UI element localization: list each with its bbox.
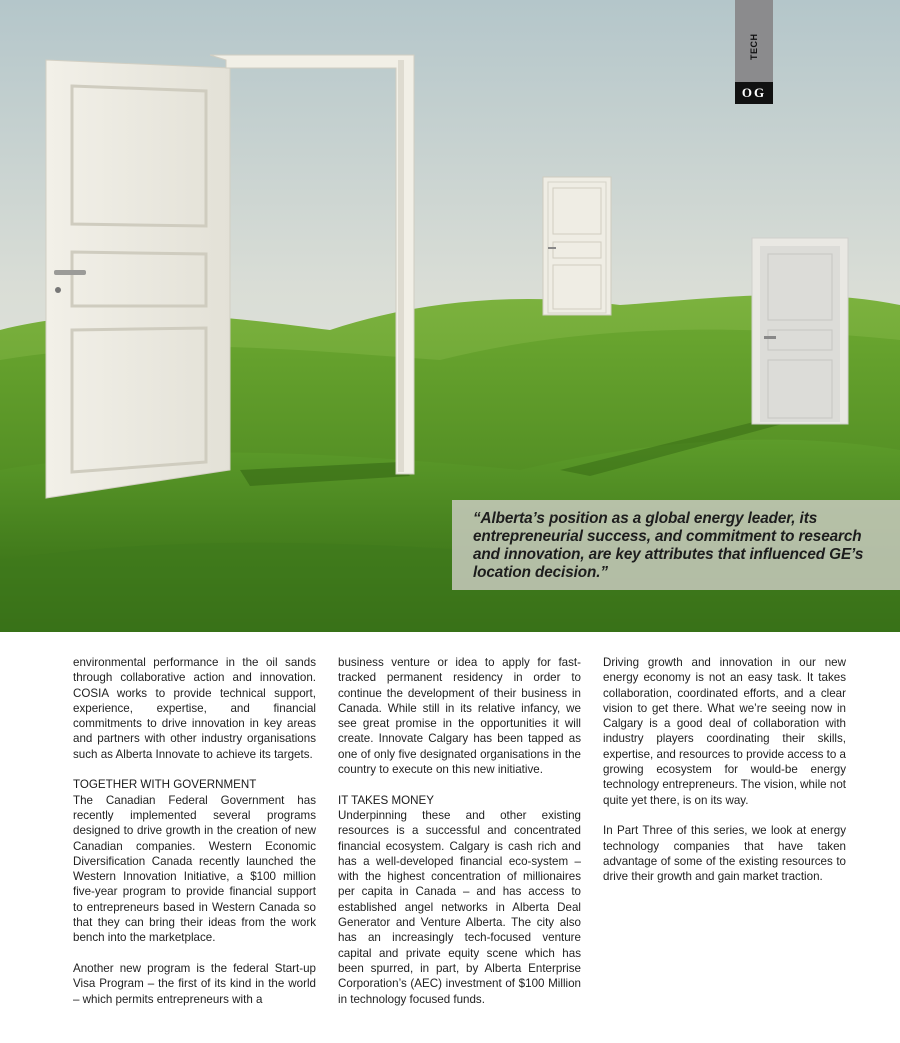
magazine-logo: OG	[735, 82, 773, 104]
paragraph: Driving growth and innovation in our new energy economy is not an easy task. It takes collaboration, coordinated efforts, and a clear vision to get there. What we’re seeing now in Calgary is a good deal of collaboration with industry players coordinating their skills, expertise, and resources to provide access to a growing ecosystem for would-be energy technology entrepreneurs. The vision, while not quite yet there, is on its way.	[603, 656, 846, 807]
middle-door	[543, 177, 611, 315]
section-heading: IT TAKES MONEY	[338, 793, 434, 807]
paragraph: environmental performance in the oil sands through collaborative action and innovation. COSIA works to provide technical support, experience, expertise, and financial commitments to drive innovation in key areas and partners with other industry organisations such as Alberta Innovate to achieve its targets.	[73, 656, 316, 761]
section-heading: TOGETHER WITH GOVERNMENT	[73, 778, 257, 792]
pull-quote: “Alberta’s position as a global energy leader, its entrepreneurial success, and commitment to research and innovation, are key attributes that influenced GE’s location decision.”	[473, 510, 864, 581]
paragraph: Another new program is the federal Start-up Visa Program – the first of its kind in the world – which permits entrepreneurs with a	[73, 961, 316, 1006]
article-column-3	[603, 655, 846, 900]
article-column-1	[73, 655, 316, 1022]
paragraph: In Part Three of this series, we look at energy technology companies that have taken advantage of some of the existing resources to drive their growth and gain market traction.	[603, 824, 846, 884]
paragraph: Underpinning these and other existing resources is a successful and concentrated financial ecosystem. Calgary is cash rich and has a well-developed financial eco-system – with the highest concentration of millionaires per capita in Canada – and has access to established angel networks in Alberta Deal Generator and Venture Alberta. The city also has an increasingly tech-focused venture capital and private equity scene which has been spurred, in part, by Alberta Enterprise Corporation’s (AEC) investment of $100 Million in technology focused funds.	[338, 808, 581, 1006]
paragraph: business venture or idea to apply for fast-tracked permanent residency in order to continue the development of their business in Canada. While still in its relative infancy, we see great promise in the opportunities it will create. Innovate Calgary has been tapped as one of only five designated organisations in the country to execute on this new initiative.	[338, 656, 581, 777]
section-tab-label: TECH	[749, 33, 759, 61]
large-open-door	[46, 60, 230, 498]
paragraph: The Canadian Federal Government has recently implemented several programs designed to drive growth in the creation of new Canadian companies. Western Economic Diversification Canada recently launched the Western Innovation Initiative, a $100 million five-year program to provide financial support to entrepreneurs based in Western Canada so that they can bring their ideas from the work bench into the marketplace.	[73, 793, 316, 945]
right-door	[752, 238, 848, 424]
article-column-2	[338, 655, 581, 1022]
